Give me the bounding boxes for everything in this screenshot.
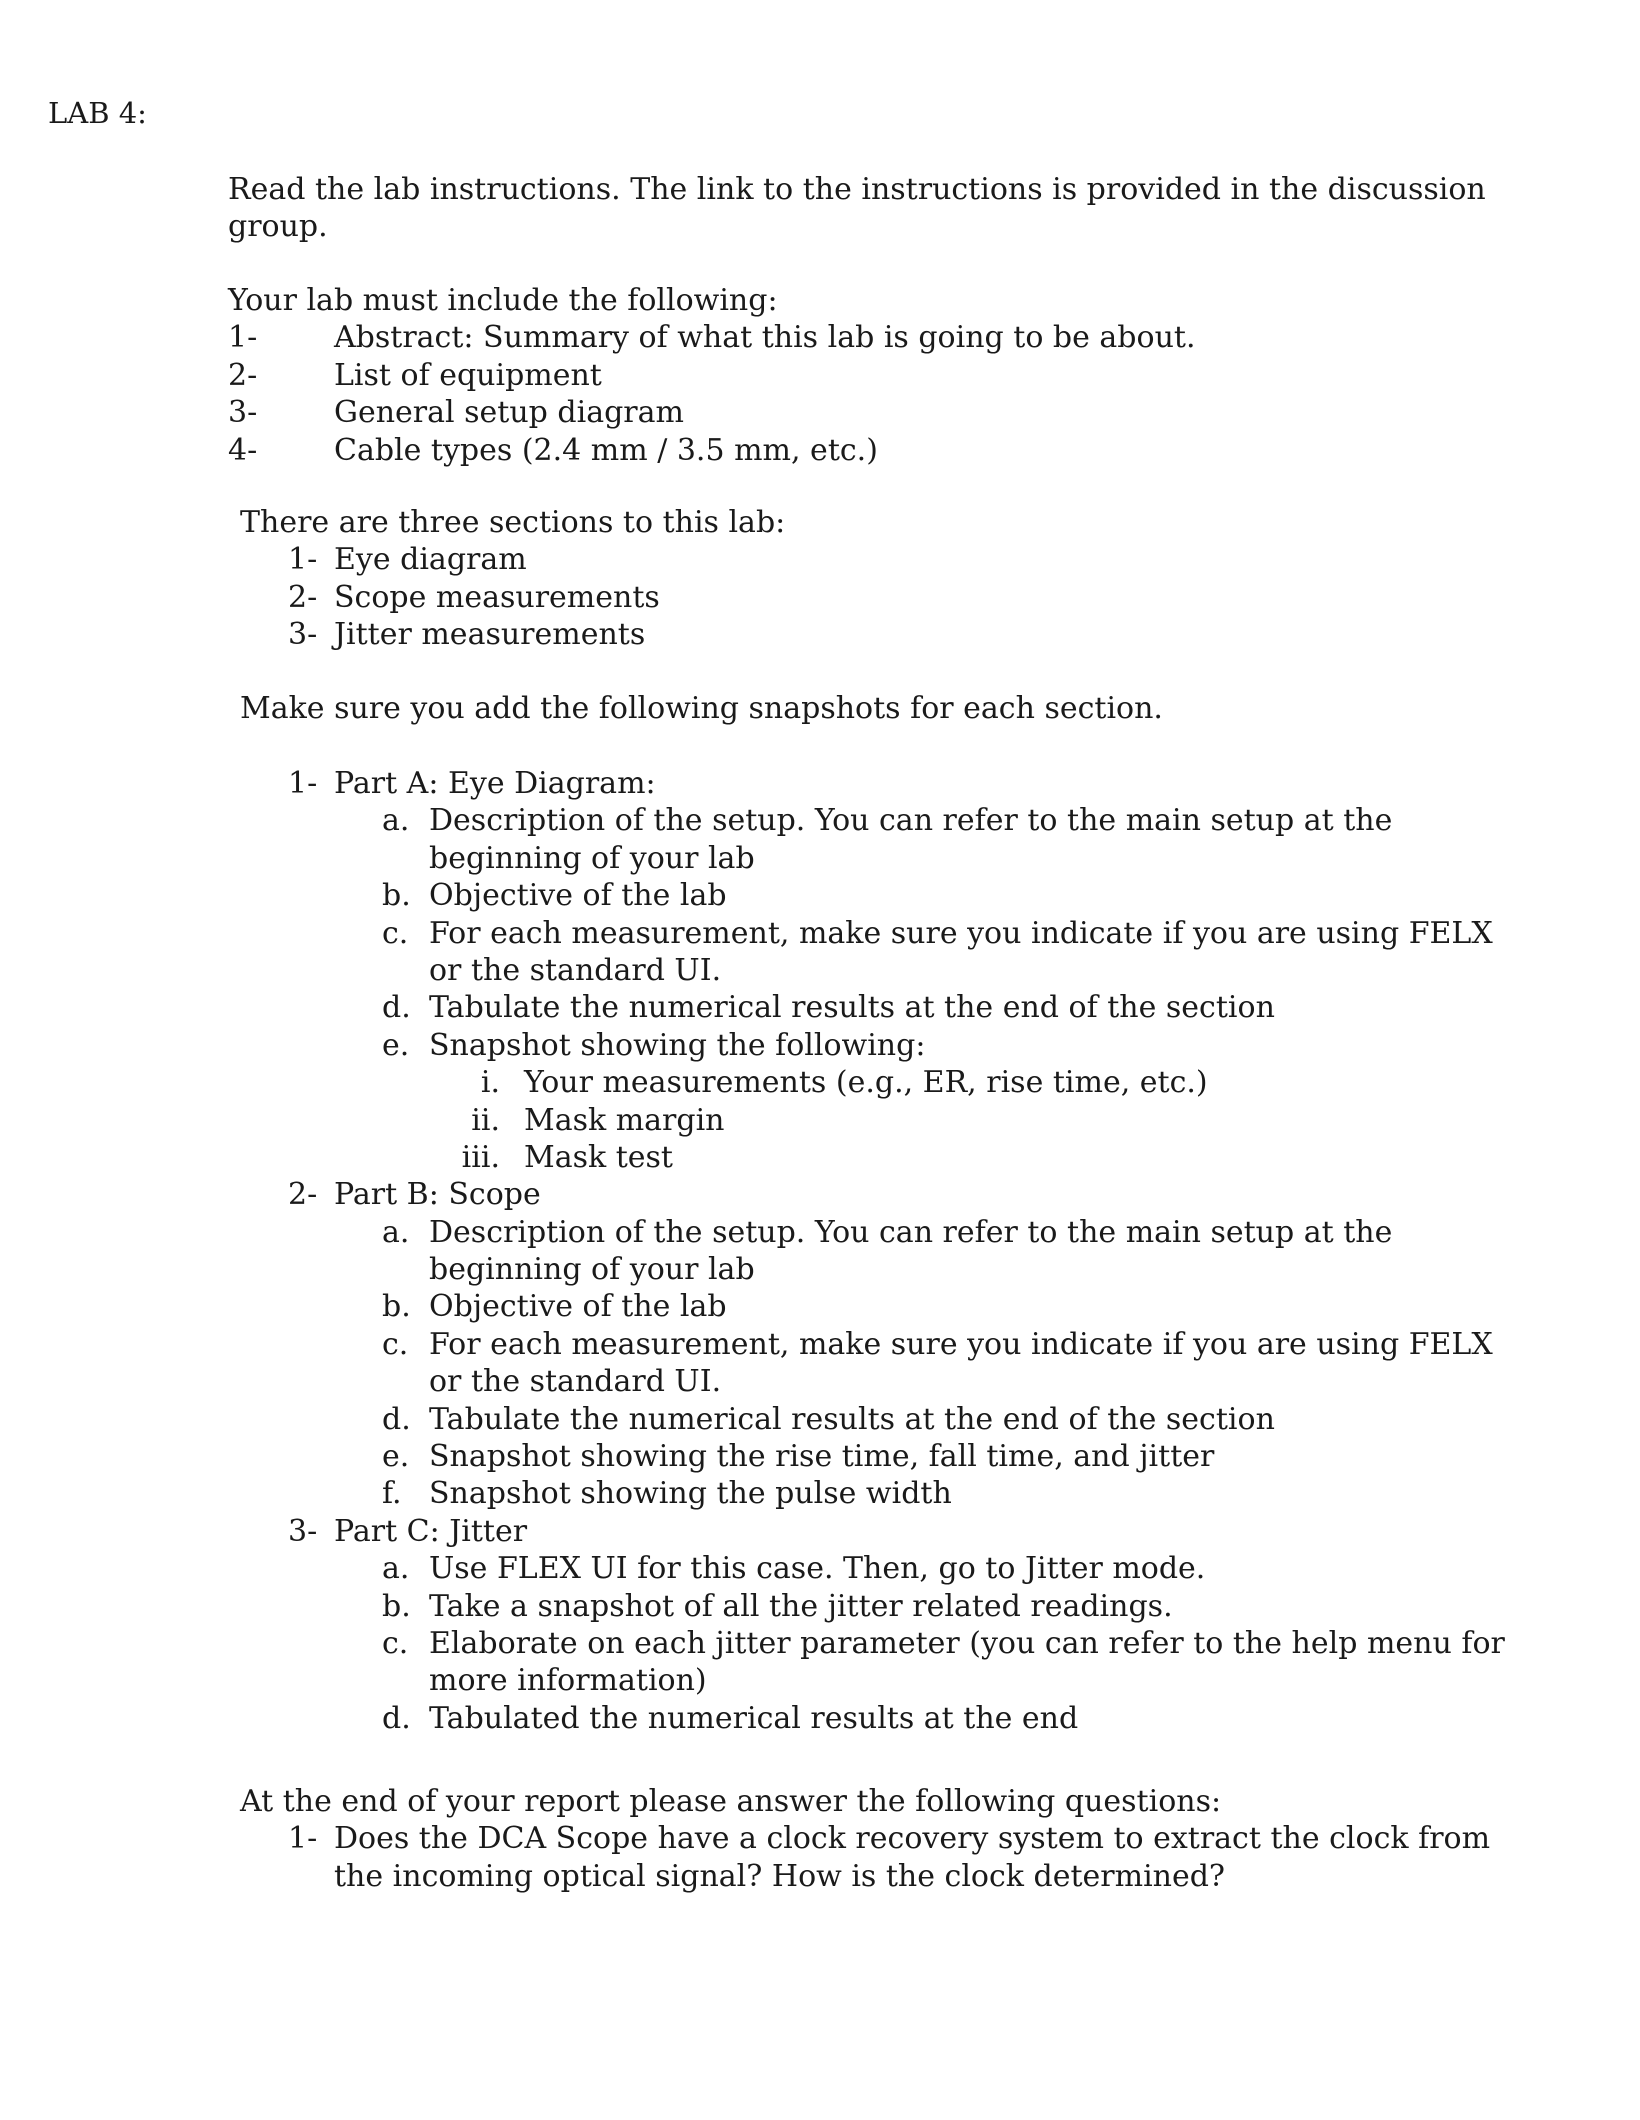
item-marker: c. <box>382 915 409 951</box>
part-marker: 1- <box>288 766 318 801</box>
part-item <box>240 1401 1400 1438</box>
part-subitem <box>240 1064 1400 1101</box>
part-title: Part A: Eye Diagram: <box>334 766 656 801</box>
item-text: For each measurement, make sure you indicate if you are using FELX <box>429 1326 1493 1362</box>
subitem-text: Your measurements (e.g., ER, rise time, etc.) <box>524 1065 1208 1101</box>
intro-line: group. <box>228 209 328 245</box>
part-item <box>240 989 1400 1026</box>
part-item <box>240 1700 1400 1737</box>
list-item <box>240 579 1400 616</box>
part-item <box>240 877 1400 914</box>
item-text: Snapshot showing the rise time, fall time, and jitter <box>429 1439 1215 1475</box>
item-text: Objective of the lab <box>429 1289 727 1325</box>
item-marker: c. <box>382 1625 409 1661</box>
part-heading <box>240 1176 1400 1213</box>
sections-list <box>240 504 1400 654</box>
part-item-continuation <box>240 1251 1400 1288</box>
part-item-continuation <box>240 952 1400 989</box>
list-marker: 4- <box>228 432 258 468</box>
item-marker: d. <box>382 1700 411 1736</box>
item-marker: a. <box>382 1214 410 1250</box>
item-text: Use FLEX UI for this case. Then, go to Jitter mode. <box>429 1551 1206 1587</box>
item-marker: a. <box>382 803 410 839</box>
questions-lead: At the end of your report please answer the following questions: <box>240 1784 1222 1819</box>
item-text: Take a snapshot of all the jitter related readings. <box>429 1588 1173 1624</box>
item-text: or the standard UI. <box>429 952 722 988</box>
item-marker: e. <box>382 1027 410 1063</box>
item-text: beginning of your lab <box>429 840 755 876</box>
list-marker: 3- <box>288 617 318 653</box>
include-lead: Your lab must include the following: <box>228 283 778 318</box>
part-item <box>240 1438 1400 1475</box>
part-item <box>240 1588 1400 1625</box>
part-item <box>240 1288 1400 1325</box>
part-item <box>240 1214 1400 1251</box>
item-marker: d. <box>382 1401 411 1437</box>
part-item-continuation <box>240 1662 1400 1699</box>
list-item <box>228 319 1388 356</box>
intro-paragraph <box>228 171 1486 246</box>
list-marker: 1- <box>288 542 318 578</box>
item-text: Snapshot showing the pulse width <box>429 1476 952 1512</box>
part-item <box>240 1326 1493 1363</box>
item-text: Description of the setup. You can refer to the main setup at the <box>429 1214 1393 1250</box>
lab-heading: LAB 4: <box>48 96 147 130</box>
part-marker: 2- <box>288 1177 318 1213</box>
item-marker: d. <box>382 990 411 1026</box>
parts-list <box>240 765 1505 1737</box>
list-marker: 3- <box>228 395 258 431</box>
part-item <box>240 915 1493 952</box>
list-text: Abstract: Summary of what this lab is going to be about. <box>334 320 1196 356</box>
item-text: Tabulated the numerical results at the end <box>429 1700 1079 1736</box>
part-subitem <box>240 1102 1400 1139</box>
item-marker: e. <box>382 1439 410 1475</box>
part-heading <box>240 765 1400 802</box>
item-text: more information) <box>429 1663 707 1699</box>
list-item <box>240 616 1400 653</box>
list-text: General setup diagram <box>334 395 684 431</box>
question-marker: 1- <box>288 1821 318 1857</box>
list-marker: 1- <box>228 320 258 356</box>
list-text: Eye diagram <box>334 542 527 578</box>
part-item <box>240 802 1400 839</box>
item-text: Snapshot showing the following: <box>429 1027 926 1063</box>
item-marker: b. <box>382 1588 411 1624</box>
questions-list <box>240 1783 1491 1895</box>
question-item <box>240 1820 1491 1857</box>
item-text: Description of the setup. You can refer to the main setup at the <box>429 803 1393 839</box>
item-marker: c. <box>382 1326 409 1362</box>
subitem-text: Mask margin <box>524 1102 725 1138</box>
snapshots-lead-block <box>240 690 1400 727</box>
question-item-continuation <box>240 1858 1400 1895</box>
part-item-continuation <box>240 1363 1400 1400</box>
item-text: beginning of your lab <box>429 1252 755 1288</box>
list-text: Cable types (2.4 mm / 3.5 mm, etc.) <box>334 432 878 468</box>
list-text: Scope measurements <box>334 579 660 615</box>
part-marker: 3- <box>288 1513 318 1549</box>
snapshots-lead: Make sure you add the following snapshots for each section. <box>240 691 1163 726</box>
part-item <box>240 1027 1400 1064</box>
part-subitem <box>240 1139 1400 1176</box>
part-heading <box>240 1513 1400 1550</box>
subitem-marker: ii. <box>471 1102 500 1138</box>
list-item <box>228 357 1388 394</box>
subitem-text: Mask test <box>524 1139 673 1175</box>
part-item-continuation <box>240 840 1400 877</box>
item-text: Tabulate the numerical results at the end of the section <box>429 1401 1275 1437</box>
part-title: Part B: Scope <box>334 1177 541 1213</box>
list-marker: 2- <box>288 579 318 615</box>
intro-line: Read the lab instructions. The link to the instructions is provided in the discussion <box>228 172 1486 207</box>
item-text: Elaborate on each jitter parameter (you can refer to the help menu for <box>429 1625 1505 1661</box>
list-text: List of equipment <box>334 357 602 393</box>
item-marker: a. <box>382 1551 410 1587</box>
list-item <box>228 394 1388 431</box>
subitem-marker: iii. <box>461 1139 500 1175</box>
list-item <box>240 541 1400 578</box>
item-marker: b. <box>382 1289 411 1325</box>
subitem-marker: i. <box>480 1065 500 1101</box>
part-title: Part C: Jitter <box>334 1513 528 1549</box>
item-text: Objective of the lab <box>429 878 727 914</box>
part-item <box>240 1550 1400 1587</box>
question-text: Does the DCA Scope have a clock recovery system to extract the clock from <box>334 1821 1491 1857</box>
question-text: the incoming optical signal? How is the clock determined? <box>334 1858 1226 1894</box>
part-item <box>240 1475 1400 1512</box>
item-text: or the standard UI. <box>429 1364 722 1400</box>
item-marker: f. <box>382 1476 402 1512</box>
part-item <box>240 1625 1505 1662</box>
sections-lead: There are three sections to this lab: <box>240 505 786 540</box>
list-marker: 2- <box>228 357 258 393</box>
include-list <box>228 282 1388 469</box>
item-text: Tabulate the numerical results at the end of the section <box>429 990 1275 1026</box>
list-text: Jitter measurements <box>334 617 646 653</box>
list-item <box>228 432 1388 469</box>
item-text: For each measurement, make sure you indicate if you are using FELX <box>429 915 1493 951</box>
item-marker: b. <box>382 878 411 914</box>
